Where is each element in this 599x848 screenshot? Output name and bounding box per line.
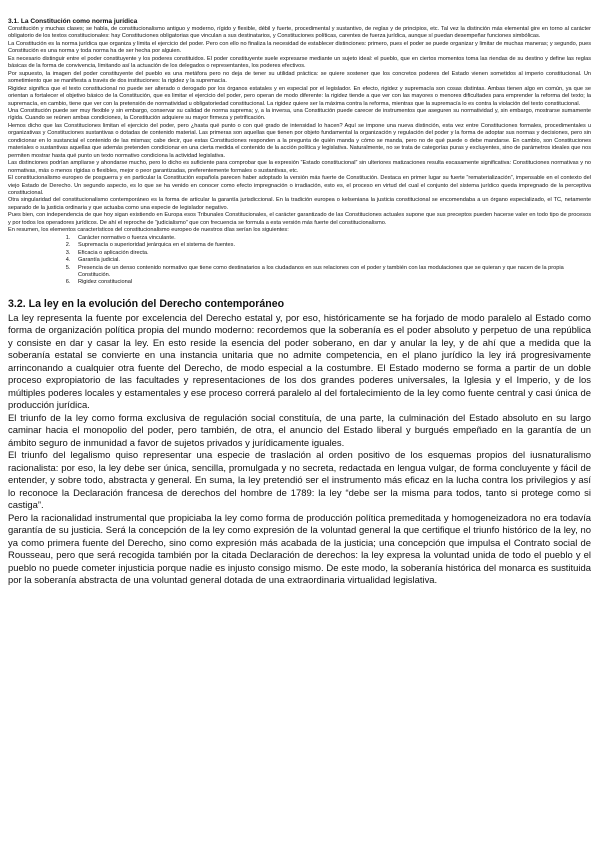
list-item: 3. Eficacia o aplicación directa. — [72, 250, 591, 257]
section-3-2-heading: 3.2. La ley en la evolución del Derecho contemporáneo — [8, 297, 285, 310]
section-3-1-paragraph: Pues bien, con independencia de que hoy sigan existiendo en Europa esos Tribunales Constitucionales, el carácter garantizado de las Constituciones actuales supone que sus preceptos pueden hacerse valer en todo tipo de procesos y por todos los operadores jurídicos. De ahí el reproche de “judicialismo” que con frecuencia se formula a esta versión más fuerte del constitucionalismo. — [8, 212, 591, 226]
section-3-1-paragraph: Por supuesto, la imagen del poder constituyente del pueblo es una metáfora pero no deja de tener su utilidad práctica: se quiere sostener que los concretos poderes del Estado vienen sometidos al imperio constitucional. Un sometimiento que se manifiesta a través de dos instituciones: la rigidez y la supremacía. — [8, 70, 591, 85]
section-3-1-paragraph: En resumen, los elementos característicos del constitucionalismo europeo de nuestros días serían los siguientes: — [8, 227, 289, 234]
list-item: 1. Carácter normativo o fuerza vinculante. — [72, 235, 591, 242]
section-3-1 — [8, 18, 591, 287]
characteristics-list — [8, 235, 591, 287]
section-3-1-paragraph: Las distinciones podrían ampliarse y ahondarse mucho, pero lo dicho es suficiente para comprobar que la expresión “Estado constitucional” sin ulteriores matizaciones resulta escasamente significativa: Constituciones normativas y no normativas, más o menos rígidas o flexibles, mejor o peor garantizadas, preferentemente formales o sustantivas, etc. — [8, 160, 591, 174]
section-3-2-paragraph: La ley representa la fuente por excelencia del Derecho estatal y, por eso, históricamente se ha forjado de modo paralelo al Estado como forma de organización política propia del mundo moderno: recordemos que la soberanía es el poder absoluto y perpetuo de una república y consiste en dar y casar la ley. En esto reside la esencia del poder soberano, en dar y anular la ley, y de ahí que a medida que la soberanía estatal se convierte en una instancia unitaria que no admite competencia, en el plano jurídico la ley irá progresivamente arrinconando a cualquier otra fuente del Derecho, de modo especial a la costumbre. El Estado moderno se forma a partir de un doble proceso expropiatorio de las facultades y representaciones de los dos grandes poderes universales, la Iglesia y el Imperio, y de los múltiples poderes locales y estamentales y ese proceso correrá paralelo al del fortalecimiento de la ley como fuente central y casi única de producción jurídica. — [8, 312, 591, 412]
section-3-1-paragraph: Es necesario distinguir entre el poder constituyente y los poderes constituidos. El poder constituyente suele expresarse mediante un sujeto ideal: el pueblo, que en ciertos momentos toma las riendas de su destino y define las reglas básicas de la forma de convivencia, limitando así la actuación de los delegados o representantes, los poderes efectivos. — [8, 55, 591, 70]
section-3-1-heading: 3.1. La Constitución como norma jurídica — [8, 18, 138, 25]
section-3-1-paragraph: Hemos dicho que las Constituciones limitan el ejercicio del poder, pero ¿hasta qué punto o con qué grado de intensidad lo hacen? Aquí se impone una nueva distinción, esta vez entre Constituciones formales, procedimentales u organizativas y Constituciones sustantivas o dotadas de contenido material. Las primeras son aquellas que tienen por objeto fundamental la organización y regulación del poder y la forma de adoptar sus normas y decisiones, pero sin condicionar en lo sustancial el contenido de las mismas; cabe decir, que estas Constituciones responden a la pregunta de quién manda y cómo se manda, pero no de qué puede o debe mandarse. En cambio, son Constituciones materiales o sustantivas aquellas que además pretenden condicionar en una cierta medida el contenido de la acción política y legislativa. Naturalmente, no se trata de categorías puras y excluyentes, sino de parámetros ideales que nos permiten mostrar hasta qué punto un texto normativo condiciona la actividad legislativa. — [8, 122, 591, 159]
section-3-1-paragraph: Rigidez significa que el texto constitucional no puede ser alterado o derogado por los órganos estatales y en especial por el legislador. En efecto, rigidez y supremacía son cosas distintas. Ambas tienen algo en común, ya que se orientan a fortalecer el objetivo básico de la Constitución, que es limitar el ejercicio del poder, pero operan de modo diferente: la rigidez tiende a que ver con las mayores o menores dificultades para emprender la reforma del texto; la supremacía, en cambio, tiene que ver con la pretensión de normatividad u obligatoriedad constitucional. La rigidez quiere ser la máxima contra la reforma, mientras que la supremacía lo es contra la violación del texto constitucional. — [8, 85, 591, 107]
section-3-2-paragraph: El triunfo de la ley como forma exclusiva de regulación social constituía, de una parte, la culminación del Estado absoluto en su largo caminar hacia el monopolio del poder, pero también, de otra, el anuncio del Estado liberal y burgués empeñado en la garantía de un ámbito seguro de inmunidad a favor de sujetos privados y jurídicamente iguales. — [8, 412, 591, 449]
list-item: 6. Rigidez constitucional — [72, 279, 591, 286]
section-3-1-paragraph: El constitucionalismo europeo de posguerra y en particular la Constitución española parecen haber adoptado la versión más fuerte de Constitución. Destaca en primer lugar su fuerte “rematerialización”, impensable en el contexto del viejo Estado de Derecho. Un segundo aspecto, es lo que se ha venido en conocer como efecto impregnación o irradiación, esto es, el proceso en virtud del cual el conjunto del sistema jurídico queda impregnado de la perceptiva constitucional. — [8, 175, 591, 196]
section-3-2-paragraph: Pero la racionalidad instrumental que propiciaba la ley como forma de producción política premeditada y homogeneizadora no era todavía garantía de su justicia. Será la concepción de la ley como expresión de la voluntad general la que certifique el triunfo histórico de la ley, no ya como primera fuente del Derecho, sino como expresión más acabada de la justicia; una concepción que impulsa el Contrato social de Rousseau, pero que será recogida también por la citada Declaración de derechos: la ley expresa la voluntad unida de todo el pueblo y el pueblo no puede cometer injusticia porque nadie es injusto consigo mismo. De este modo, la soberanía histórica del monarca es sustituida por la soberanía abstracta de una voluntad general dotada de una extraordinaria virtualidad legislativa. — [8, 512, 591, 587]
list-item: 2. Supremacía o superioridad jerárquica en el sistema de fuentes. — [72, 242, 591, 249]
section-3-1-paragraph: Una Constitución puede ser muy flexible y sin embargo, conservar su calidad de norma suprema; y, a la inversa, una Constitución puede carecer de instrumentos que aseguren su normatividad y, sin embargo, mostrarse sumamente rígida. Cuando se reúnen ambas condiciones, la Constitución adquiere su mayor firmeza y petrificación. — [8, 107, 591, 122]
section-3-1-paragraph: La Constitución es la norma jurídica que organiza y limita el ejercicio del poder. Pero con ello no finaliza la necesidad de establecer distinciones: primero, pues el poder se puede organizar y limitar de muchas maneras; y segundo, pues Constitución es una norma y toda norma ha de ser hecha por alguien. — [8, 40, 591, 55]
section-3-2 — [8, 298, 591, 588]
list-item: 4. Garantía judicial. — [72, 257, 591, 264]
section-3-2-paragraph: El triunfo del legalismo quiso representar una especie de traslación al orden positivo de los esquemas propios del iusnaturalismo racionalista: por eso, la ley debe ser única, sencilla, promulgada y no secreta, redactada en lengua vulgar, de forma concluyente y fácil de entender, y sobre todo, abstracta y general. En suma, la ley pretendió ser el instrumento más eficaz en la lucha contra los privilegios y así lo reconoce la Declaración francesa de derechos del hombre de 1789: la ley “debe ser la misma para todos, tanto si protege como si castiga”. — [8, 450, 591, 512]
section-3-1-paragraph: Otra singularidad del constitucionalismo contemporáneo es la forma de articular la garantía jurisdiccional. En la tradición europea o kelseniana la justicia constitucional se encomendaba a un órgano especializado, el TC, netamente separado de la justicia ordinaria y que actuaba como una especie de legislador negativo. — [8, 197, 591, 211]
list-item: 5. Presencia de un denso contenido normativo que tiene como destinatarios a los ciudadanos en sus relaciones con el poder y también con las modulaciones que se quieran y que nacen de la propia Constitución. — [72, 265, 591, 280]
section-3-1-paragraph: Constitución y muchas clases; se habla, de constitucionalismo antiguo y moderno, rígido y flexible, débil y fuerte, procedimental y sustantivo, de reglas y de principios, etc. Tal vez la distinción más elemental gire en torno al carácter obligatorio de los textos constitucionales: hay Constituciones obligatorias que vinculan a sus destinatarios, y Constituciones políticas, carentes de fuerza jurídica, aunque sí puedan desempeñar funciones simbólicas. — [8, 26, 591, 40]
